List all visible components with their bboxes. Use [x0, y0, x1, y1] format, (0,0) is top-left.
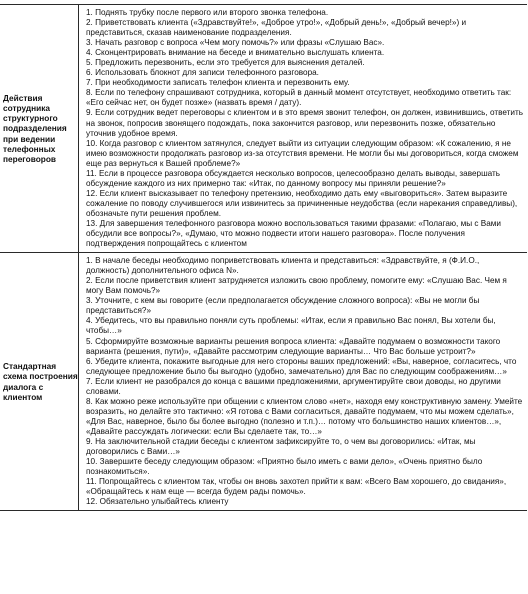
- row-label: Стандартная схема построения диалога с клиентом: [3, 361, 78, 402]
- list-item: 11. Попрощайтесь с клиентом так, чтобы он вновь захотел прийти к вам: «Всего Вам хорошего, до свидания», «Обращайтесь к нам еще — всегда будем рады помочь».: [86, 477, 507, 497]
- list-item: 10. Когда разговор с клиентом затянулся, следует выйти из ситуации следующим образом: «К сожалению, я не имею возможности продолжать разговор из-за отсутствия времени. Не могли бы мы договориться, когда сможем еще раз вернуться к Вашей проблеме?»: [86, 138, 519, 168]
- list-item: 4. Сконцентрировать внимание на беседе и внимательно выслушать клиента.: [86, 48, 385, 58]
- list-item: 1. Поднять трубку после первого или второго звонка телефона.: [86, 8, 329, 17]
- list-item: 2. Приветствовать клиента («Здравствуйте!», «Доброе утро!», «Добрый день!», «Добрый вечер!») и представиться, сказав наименование подразделения.: [86, 18, 467, 38]
- list-item: 11. Если в процессе разговора обсуждается несколько вопросов, целесообразно делать выводы, завершать обсуждение каждого из них примерно так: «Итак, по данному вопросу мы приняли решение?»: [86, 168, 501, 188]
- table-row-dialogue-scheme: [0, 252, 527, 510]
- row-label-cell: [0, 5, 78, 252]
- list-item: 6. Использовать блокнот для записи телефонного разговора.: [86, 68, 319, 78]
- row-label-cell: [0, 253, 78, 510]
- instruction-list: [78, 5, 527, 252]
- list-item: 7. Если клиент не разобрался до конца с вашими предложениями, аргументируйте свои доводы, но другими словами.: [86, 376, 501, 396]
- list-item: 3. Начать разговор с вопроса «Чем могу помочь?» или фразы «Слушаю Вас».: [86, 38, 385, 48]
- list-item: 2. Если после приветствия клиент затрудняется изложить свою проблему, помогите ему: «Слушаю Вас. Чем я могу Вам помочь?»: [86, 276, 507, 296]
- list-item: 9. Если сотрудник ведет переговоры с клиентом и в это время звонит телефон, он должен, извинившись, ответить на звонок, попросив звонящего подождать, пока закончится разговор, или перезвонить позже, обязательно уточнив удобное время.: [86, 108, 523, 138]
- list-item: 5. Сформируйте возможные варианты решения вопроса клиента: «Давайте подумаем о возможности такого варианта (решения, пути)», «Давайте рассмотрим следующие варианты… Что Вас больше устроит?»: [86, 336, 501, 356]
- row-label: Действия сотрудника структурного подразделения при ведении телефонных переговоров: [3, 92, 67, 165]
- list-item: 1. В начале беседы необходимо поприветствовать клиента и представиться: «Здравствуйте, я (Ф.И.О., должность) дополнительного офиса N».: [86, 256, 480, 276]
- list-item: 13. Для завершения телефонного разговора можно воспользоваться такими фразами: «Полагаю, мы с Вами обсудили все вопросы?», «Думаю, что можно подвести итоги нашего разговора». После получения подтверждения попрощайтесь с клиентом: [86, 218, 501, 249]
- list-item: 10. Завершите беседу следующим образом: «Приятно было иметь с вами дело», «Очень приятно было познакомиться».: [86, 457, 483, 477]
- list-item: 8. Если по телефону спрашивают сотрудника, который в данный момент отсутствует, необходимо ответить так: «Его сейчас нет, он будет позже» (назвать время / дату).: [86, 88, 512, 108]
- list-item: 3. Уточните, с кем вы говорите (если предполагается обсуждение сложного вопроса): «Вы не могли бы представиться?»: [86, 296, 480, 316]
- list-item: 6. Убедите клиента, покажите выгодные для него стороны ваших предложений: «Вы, наверное, согласитесь, что следующее предложение было бы выгодно (удобно, замечательно) для Вас по следующим соображениям…»: [86, 356, 517, 376]
- list-item: 12. Если клиент высказывает по телефону претензию, необходимо дать ему «выговориться». Затем выразите сожаление по поводу случившегося или извинитесь за причиненные неудобства (если нарекания справедливы), обозначьте пути решения проблем.: [86, 188, 518, 218]
- table-row-phone-actions: [0, 5, 527, 252]
- list-item: 12. Обязательно улыбайтесь клиенту: [86, 497, 229, 507]
- list-item: 9. На заключительной стадии беседы с клиентом зафиксируйте то, о чем вы договорились: «Итак, мы договорились с Вами…»: [86, 436, 476, 457]
- list-item: 8. Как можно реже используйте при общении с клиентом слово «нет», находя ему конструктивную замену. Умейте возразить, но делайте это тактично: «Я готова с Вами согласиться, давайте подумаем, что мы можем сделать», «Для Вас, наверное, было бы более выгодно (полезно и т.п.)… потому что большинство наших клиентов…», «Давайте рассуждать логически: если Вы сделаете так, то…»: [86, 396, 523, 436]
- instruction-list: [78, 253, 527, 510]
- list-item: 5. Предложить перезвонить, если это требуется для выяснения деталей.: [86, 58, 365, 68]
- list-item: 4. Убедитесь, что вы правильно поняли суть проблемы: «Итак, если я правильно Вас понял, Вы хотели бы, чтобы…»: [86, 316, 496, 336]
- list-item: 7. При необходимости записать телефон клиента и перезвонить ему.: [86, 78, 350, 88]
- procedures-table: [0, 4, 527, 511]
